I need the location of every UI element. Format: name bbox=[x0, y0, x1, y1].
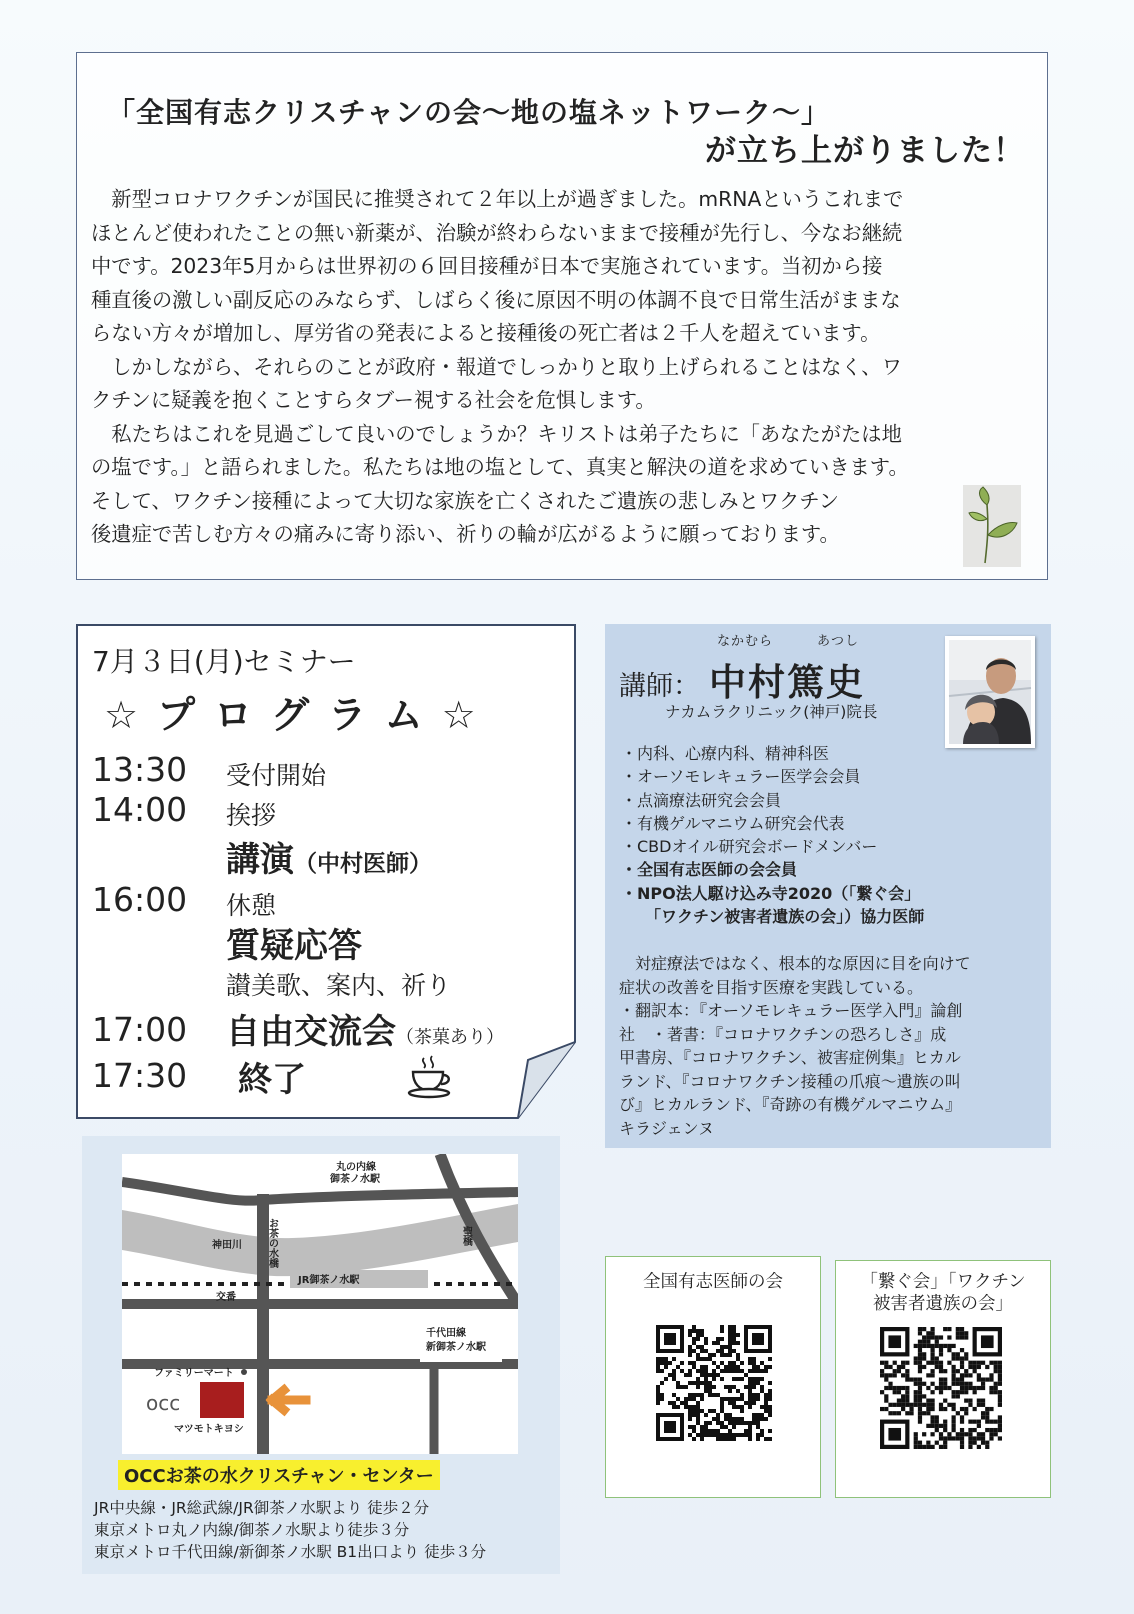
occ-logo: occ bbox=[146, 1391, 181, 1415]
name-ruby-given: あつし bbox=[817, 634, 860, 649]
qr-label: 全国有志医師の会 bbox=[643, 1272, 783, 1292]
exchange-note: （茶菓あり） bbox=[396, 1027, 504, 1048]
qr-label-line2: 被害者遺族の会」 bbox=[873, 1294, 1013, 1314]
time-1400: 14:00 bbox=[92, 790, 188, 829]
lecturer-name: 中村篤史 bbox=[709, 661, 865, 704]
announcement-title-line1: 「全国有志クリスチャンの会〜地の塩ネットワーク〜」 bbox=[107, 96, 831, 129]
map-label-shin-ochanomizu: 新御茶ノ水駅 bbox=[426, 1342, 486, 1353]
label-break: 休憩 bbox=[226, 891, 277, 920]
lecturer-box bbox=[605, 624, 1051, 1148]
label-exchange bbox=[226, 1004, 504, 1053]
map-section bbox=[82, 1136, 560, 1574]
lecture-note: （中村医師） bbox=[294, 851, 432, 877]
label-lecture bbox=[226, 832, 432, 881]
description-line: ・翻訳本：『オーソモレキュラー医学入門』論創 bbox=[619, 1001, 963, 1020]
announcement-title-line2: が立ち上がりました！ bbox=[705, 133, 1025, 169]
map-label-ochanomizubashi: お茶の水橋 bbox=[266, 1218, 278, 1268]
credential-item-bold: ・全国有志医師の会会員 bbox=[621, 860, 798, 880]
time-1330: 13:30 bbox=[92, 750, 188, 789]
access-line: 東京メトロ丸ノ内線/御茶ノ水駅より徒歩３分 bbox=[94, 1521, 410, 1539]
description-line: 甲書房、『コロナワクチン、被害症例集』ヒカル bbox=[619, 1048, 961, 1067]
label-end: 終了 bbox=[238, 1060, 306, 1100]
body-line: 私たちはこれを見過ごして良いのでしょうか？キリストは弟子たちに「あなたがたは地 bbox=[91, 421, 902, 446]
description-line: び』ヒカルランド、『奇跡の有機ゲルマニウム』 bbox=[619, 1095, 962, 1114]
time-1700: 17:00 bbox=[92, 1010, 188, 1049]
description-line: ランド、『コロナワクチン接種の爪痕〜遺族の叫 bbox=[619, 1071, 961, 1091]
description-line: 症状の改善を目指す医療を実践している。 bbox=[619, 977, 924, 997]
body-line: 新型コロナワクチンが国民に推奨されて２年以上が過ぎました。mRNAというこれまで bbox=[91, 187, 904, 211]
map-label-chiyoda-line: 千代田線 bbox=[426, 1328, 466, 1339]
body-line: の塩です。」と語られました。私たちは地の塩として、真実と解決の道を求めていきます。 bbox=[91, 455, 909, 479]
credential-item: ・オーソモレキュラー医学会会員 bbox=[621, 767, 861, 787]
announcement-body bbox=[91, 183, 1021, 552]
body-line: らない方々が増加し、厚労省の発表によると接種後の死亡者は２千人を超えています。 bbox=[91, 321, 881, 345]
access-line: JR中央線・JR総武線/JR御茶ノ水駅より 徒歩２分 bbox=[94, 1499, 430, 1517]
credential-item: ・点滴療法研究会会員 bbox=[621, 790, 782, 810]
label-qa: 質疑応答 bbox=[226, 926, 362, 966]
qr-code-icon[interactable] bbox=[880, 1327, 1002, 1449]
time-1600: 16:00 bbox=[92, 880, 188, 919]
announcement-box bbox=[76, 52, 1048, 580]
credential-item: ・CBDオイル研究会ボードメンバー bbox=[621, 837, 878, 857]
body-line: しかしながら、それらのことが政府・報道でしっかりと取り上げられることはなく、ワ bbox=[91, 354, 902, 379]
program-title: ☆プログラム☆ bbox=[104, 693, 495, 737]
exchange-text: 自由交流会 bbox=[226, 1012, 396, 1052]
teacup-icon bbox=[406, 1054, 456, 1104]
description-line: 対症療法ではなく、根本的な原因に目を向けて bbox=[619, 954, 971, 973]
lecturer-role: 講師： bbox=[619, 671, 700, 702]
name-ruby-surname: なかむら bbox=[717, 634, 774, 649]
map-label-marunouchi: 丸の内線 bbox=[336, 1162, 376, 1173]
credential-item: ・内科、心療内科、精神科医 bbox=[621, 744, 830, 763]
body-line: ほとんど使われたことの無い新薬が、治験が終わらないままで接種が先行し、今なお継続 bbox=[91, 220, 903, 245]
lecturer-clinic: ナカムラクリニック(神戸)院長 bbox=[665, 703, 878, 721]
venue-name: OCCお茶の水クリスチャン・センター bbox=[118, 1460, 440, 1490]
label-hymn: 讃美歌、案内、祈り bbox=[226, 971, 452, 1000]
map-label-familymart: ファミリーマート bbox=[154, 1368, 234, 1379]
lecture-text: 講演 bbox=[226, 840, 294, 880]
credential-item: ・有機ゲルマニウム研究会代表 bbox=[621, 813, 845, 833]
time-1730: 17:30 bbox=[92, 1056, 188, 1095]
leaf-icon bbox=[963, 485, 1021, 567]
qr-box-doctors-association bbox=[605, 1256, 821, 1498]
map-label-kandagawa: 神田川 bbox=[212, 1240, 242, 1251]
lecturer-photo bbox=[945, 636, 1035, 748]
body-line: 種直後の激しい副反応のみならず、しばらく後に原因不明の体調不良で日常生活がままな bbox=[91, 287, 901, 312]
description-line: キラジェンヌ bbox=[619, 1118, 715, 1138]
credential-item-bold: ・NPO法人駆け込み寺2020（「繋ぐ会」 bbox=[621, 883, 921, 903]
map-label-matsumoto: マツモトキヨシ bbox=[174, 1424, 244, 1435]
label-reception: 受付開始 bbox=[226, 761, 327, 790]
qr-box-bereaved-families bbox=[835, 1260, 1051, 1498]
qr-code-icon[interactable] bbox=[656, 1325, 772, 1441]
body-line: クチンに疑義を抱くことすらタブー視する社会を危惧します。 bbox=[91, 388, 656, 412]
map-label-koban: 交番 bbox=[216, 1292, 236, 1303]
access-line: 東京メトロ千代田線/新御茶ノ水駅 B1出口より 徒歩３分 bbox=[94, 1543, 487, 1561]
lecturer-credentials bbox=[621, 742, 924, 928]
description-line: 社 ・著書：『コロナワクチンの恐ろしさ』成 bbox=[619, 1024, 947, 1044]
program-box bbox=[76, 624, 576, 1120]
map-label-hijiribashi: 聖橋 bbox=[460, 1226, 472, 1246]
qr-label-line1: 「繋ぐ会」「ワクチン bbox=[860, 1272, 1026, 1292]
body-line: 中です。2023年5月からは世界初の６回目接種が日本で実施されています。当初から接 bbox=[91, 254, 883, 278]
lecturer-description bbox=[619, 952, 971, 1140]
label-greeting: 挨拶 bbox=[226, 801, 277, 830]
body-line: そして、ワクチン接種によって大切な家族を亡くされたご遺族の悲しみとワクチン bbox=[91, 488, 839, 513]
map-label-ochanomizu-station: 御茶ノ水駅 bbox=[330, 1174, 380, 1185]
credential-item-bold: 「ワクチン被害者遺族の会」）協力医師 bbox=[621, 907, 925, 927]
program-heading: 7月３日(月)セミナー bbox=[92, 645, 356, 678]
body-line: 後遺症で苦しむ方々の痛みに寄り添い、祈りの輪が広がるように願っております。 bbox=[91, 522, 840, 546]
map-label-jr-station: JR御茶ノ水駅 bbox=[298, 1275, 360, 1286]
access-map bbox=[122, 1154, 518, 1454]
